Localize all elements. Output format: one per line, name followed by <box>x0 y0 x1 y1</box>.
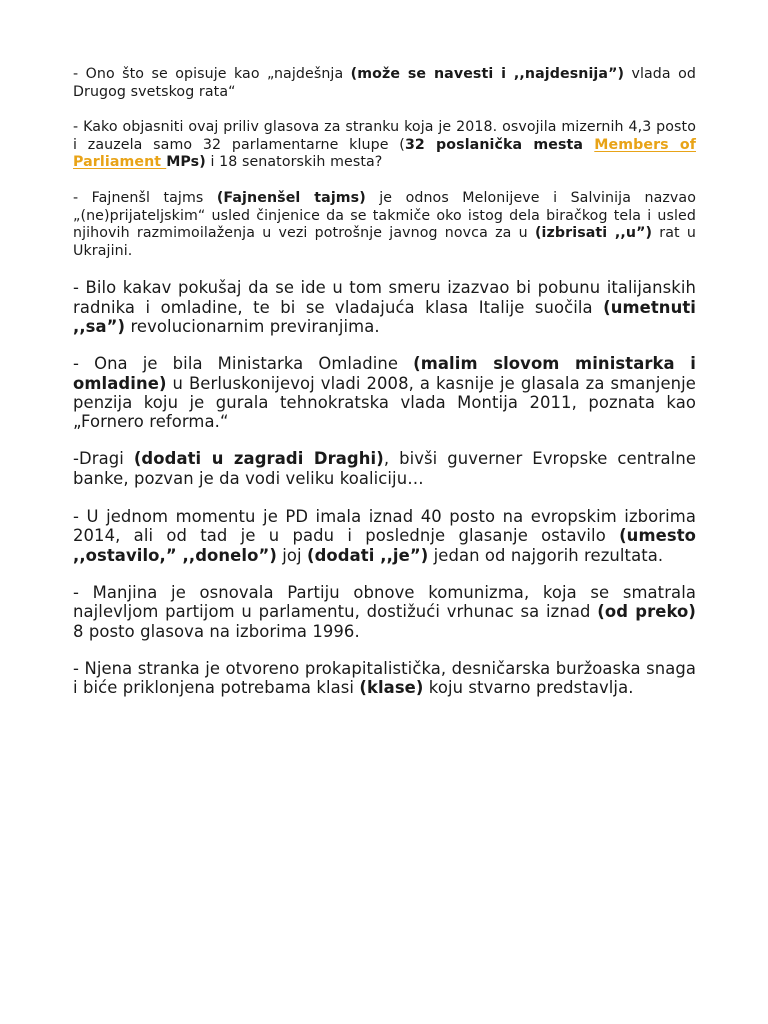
editor-note: (malim slovom ministarka i omladine) <box>73 354 696 393</box>
paragraph-1 <box>73 66 696 101</box>
text-run: je odnos Melonijeve i Salvinija nazvao „(ne)prijateljskim“ usled činjenice da se takmiče oko istog dela biračkog tela i usled njihovih razmimoilaženja u vezi potrošnje javnog novca za u <box>73 189 696 242</box>
paragraph-3 <box>73 190 696 260</box>
text-run: - Njena stranka je otvoreno prokapitalistička, desničarska buržoaska snaga i biće priklonjena potrebama klasi <box>73 658 696 698</box>
text-run: revolucionarnim previranjima. <box>125 316 380 336</box>
editor-note: MPs) <box>166 154 206 171</box>
paragraph-8 <box>73 583 696 641</box>
text-run: - U jednom momentu je PD imala iznad 40 posto na evropskim izborima 2014, ali od tad je u padu i poslednje glasanje ostavilo <box>73 507 696 546</box>
text-run: u Berluskonijevoj vladi 2008, a kasnije je glasala za smanjenje penzija koju je gurala tehnokratska vlada Montija 2011, poznata kao „Fornero reforma.“ <box>73 373 696 432</box>
editor-note: (dodati u zagradi Draghi) <box>133 449 384 469</box>
text-run: , bivši guverner Evropske centralne banke, pozvan je da vodi veliku koaliciju… <box>73 449 697 488</box>
text-run: - Bilo kakav pokušaj da se ide u tom smeru izazvao bi pobunu italijanskih radnika i omladine, te bi se vladajuća klasa Italije suočila <box>73 278 696 317</box>
editor-note: (od preko) <box>597 602 696 622</box>
paragraph-9 <box>73 659 696 698</box>
text-run: koju stvarno predstavlja. <box>423 678 634 698</box>
members-of-parliament-link[interactable]: Members of Parliament <box>73 136 696 171</box>
paragraph-2 <box>73 119 696 172</box>
text-run: rat u Ukrajini. <box>73 225 697 259</box>
document-page <box>73 66 696 697</box>
text-run: -Dragi <box>73 449 134 469</box>
editor-note: (može se navesti i ,,najdesnija”) <box>350 66 625 82</box>
text-run: vlada od Drugog svetskog rata“ <box>73 66 696 100</box>
text-run: - Fajnenšl tajms <box>73 189 217 206</box>
text-run: joj <box>276 545 307 565</box>
editor-note: (klase) <box>359 678 424 698</box>
paragraph-7 <box>73 507 696 565</box>
editor-note: (umetnuti ,,sa”) <box>73 297 696 336</box>
text-run: - Ona je bila Ministarka Omladine <box>73 354 414 374</box>
editor-note: (umesto ,,ostavilo,” ,,donelo”) <box>73 526 696 565</box>
text-run: i 18 senatorskih mesta? <box>205 154 383 171</box>
paragraph-6 <box>73 449 696 488</box>
paragraph-5 <box>73 354 696 431</box>
editor-note: 32 poslanička mesta <box>404 136 595 153</box>
paragraph-4 <box>73 278 696 336</box>
text-run: 8 posto glasova na izborima 1996. <box>73 621 360 641</box>
text-run: - Kako objasniti ovaj priliv glasova za stranku koja je 2018. osvojila mizernih 4,3 posto i zauzela samo 32 parlamentarne klupe ( <box>73 119 696 153</box>
editor-note: (izbrisati ,,u”) <box>534 225 653 242</box>
text-run: - Manjina je osnovala Partiju obnove komunizma, koja se smatrala najlevljom partijom u parlamentu, dostižući vrhunac sa iznad <box>73 582 696 622</box>
text-run: - Ono što se opisuje kao „najdešnja <box>73 66 351 82</box>
editor-note: (dodati ,,je”) <box>307 545 429 565</box>
text-run: jedan od najgorih rezultata. <box>428 545 664 565</box>
editor-note: (Fajnenšel tajms) <box>216 189 366 206</box>
